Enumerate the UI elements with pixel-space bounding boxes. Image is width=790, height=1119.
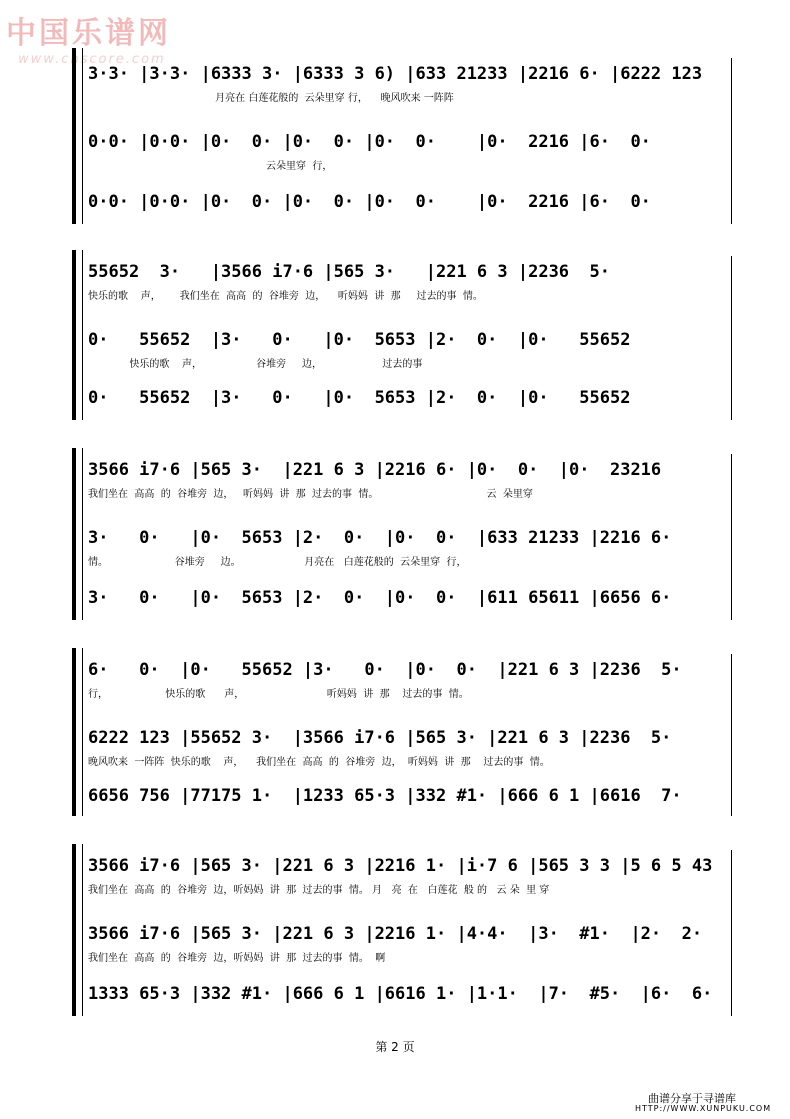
voice-line-2 — [88, 522, 732, 582]
lyrics: 云朵里穿 行， — [88, 161, 333, 172]
notes: 6222 123 |55652 3· |3566 i7·6 |565 3· |221 6 3 |2236 5· — [88, 728, 672, 748]
system-bracket — [72, 448, 83, 620]
lyrics: 月亮在 白莲花般的 云朵里穿 行， 晚风吹来 一阵阵 — [88, 93, 454, 104]
system-bracket — [72, 48, 83, 224]
score-system-5 — [72, 844, 732, 1016]
voice-line-1 — [88, 256, 732, 316]
voice-line-2 — [88, 126, 732, 186]
voice-line-1 — [88, 654, 732, 714]
voice-line-2 — [88, 918, 732, 978]
lyrics: 晚风吹来 一阵阵 快乐的歌 声， 我们坐在 高高 的 谷堆旁 边， 听妈妈 讲 那 过去的事 情。 — [88, 757, 550, 768]
page-number: 第 2 页 — [375, 1040, 415, 1054]
voice-line-3 — [88, 186, 732, 246]
notes: 0·0· |0·0· |0· 0· |0· 0· |0· 0· |0· 2216 |6· 0· — [88, 132, 651, 152]
score-system-1 — [72, 48, 732, 224]
lyrics — [88, 812, 732, 830]
voice-line-3 — [88, 978, 732, 1038]
notes: 3·3· |3·3· |6333 3· |6333 3 6) |633 21233 |2216 6· |6222 123 — [88, 64, 703, 84]
lyrics: 情。 谷堆旁 边。 月亮在 白莲花般的 云朵里穿 行， — [88, 557, 467, 568]
voice-line-1 — [88, 454, 732, 514]
notes: 0·0· |0·0· |0· 0· |0· 0· |0· 0· |0· 2216 |6· 0· — [88, 192, 651, 212]
lyrics: 行， 快乐的歌 声， 听妈妈 讲 那 过去的事 情。 — [88, 689, 469, 700]
end-barline — [731, 58, 732, 224]
system-bracket — [72, 648, 83, 816]
end-barline — [731, 654, 732, 816]
lyrics — [88, 218, 732, 236]
notes: 3566 i7·6 |565 3· |221 6 3 |2216 1· |4·4· |3· #1· |2· 2· — [88, 924, 703, 944]
credit-text: 曲谱分享于寻谱库 — [648, 1092, 736, 1105]
lyrics — [88, 414, 732, 432]
notes: 0· 55652 |3· 0· |0· 5653 |2· 0· |0· 55652 — [88, 388, 631, 408]
end-barline — [731, 850, 732, 1016]
score-system-3 — [72, 448, 732, 620]
notes: 3· 0· |0· 5653 |2· 0· |0· 0· |611 65611 |6656 6· — [88, 588, 672, 608]
voice-line-1 — [88, 850, 732, 910]
voice-line-2 — [88, 722, 732, 782]
notes: 1333 65·3 |332 #1· |666 6 1 |6616 1· |1·1· |7· #5· |6· 6· — [88, 984, 713, 1004]
lyrics: 快乐的歌 声， 谷堆旁 边， 过去的事 — [88, 359, 423, 370]
notes: 3· 0· |0· 5653 |2· 0· |0· 0· |633 21233 |2216 6· — [88, 528, 672, 548]
voice-line-3 — [88, 582, 732, 642]
lyrics: 我们坐在 高高 的 谷堆旁 边， 听妈妈 讲 那 过去的事 情。 云 朵里穿 — [88, 489, 533, 500]
notes: 6656 756 |77175 1· |1233 65·3 |332 #1· |666 6 1 |6616 7· — [88, 786, 682, 806]
lyrics — [88, 1010, 732, 1028]
watermark-title: 中国乐谱网 — [6, 16, 171, 51]
notes: 55652 3· |3566 i7·6 |565 3· |221 6 3 |2236 5· — [88, 262, 610, 282]
voice-line-1 — [88, 58, 732, 118]
lyrics: 我们坐在 高高 的 谷堆旁 边，听妈妈 讲 那 过去的事 情。 月 亮 在 白莲花 般 的 云 朵 里 穿 — [88, 885, 550, 896]
notes: 0· 55652 |3· 0· |0· 5653 |2· 0· |0· 55652 — [88, 330, 631, 350]
end-barline — [731, 256, 732, 420]
watermark-subtitle: www.cnscore.com — [18, 52, 166, 67]
voice-line-3 — [88, 780, 732, 840]
score-system-4 — [72, 648, 732, 816]
lyrics — [88, 614, 732, 632]
notes: 6· 0· |0· 55652 |3· 0· |0· 0· |221 6 3 |2236 5· — [88, 660, 682, 680]
voice-line-2 — [88, 324, 732, 384]
voice-line-3 — [88, 382, 732, 442]
score-system-2 — [72, 250, 732, 420]
notes: 3566 i7·6 |565 3· |221 6 3 |2216 6· |0· 0· |0· 23216 — [88, 460, 662, 480]
credit-url[interactable]: HTTP://WWW.XUNPUKU.COM — [635, 1104, 772, 1113]
end-barline — [731, 454, 732, 620]
system-bracket — [72, 844, 83, 1016]
lyrics: 我们坐在 高高 的 谷堆旁 边，听妈妈 讲 那 过去的事 情。 啊 — [88, 953, 386, 964]
notes: 3566 i7·6 |565 3· |221 6 3 |2216 1· |i·7 6 |565 3 3 |5 6 5 43 — [88, 856, 713, 876]
system-bracket — [72, 250, 83, 420]
lyrics: 快乐的歌 声， 我们坐在 高高 的 谷堆旁 边， 听妈妈 讲 那 过去的事 情。 — [88, 291, 483, 302]
